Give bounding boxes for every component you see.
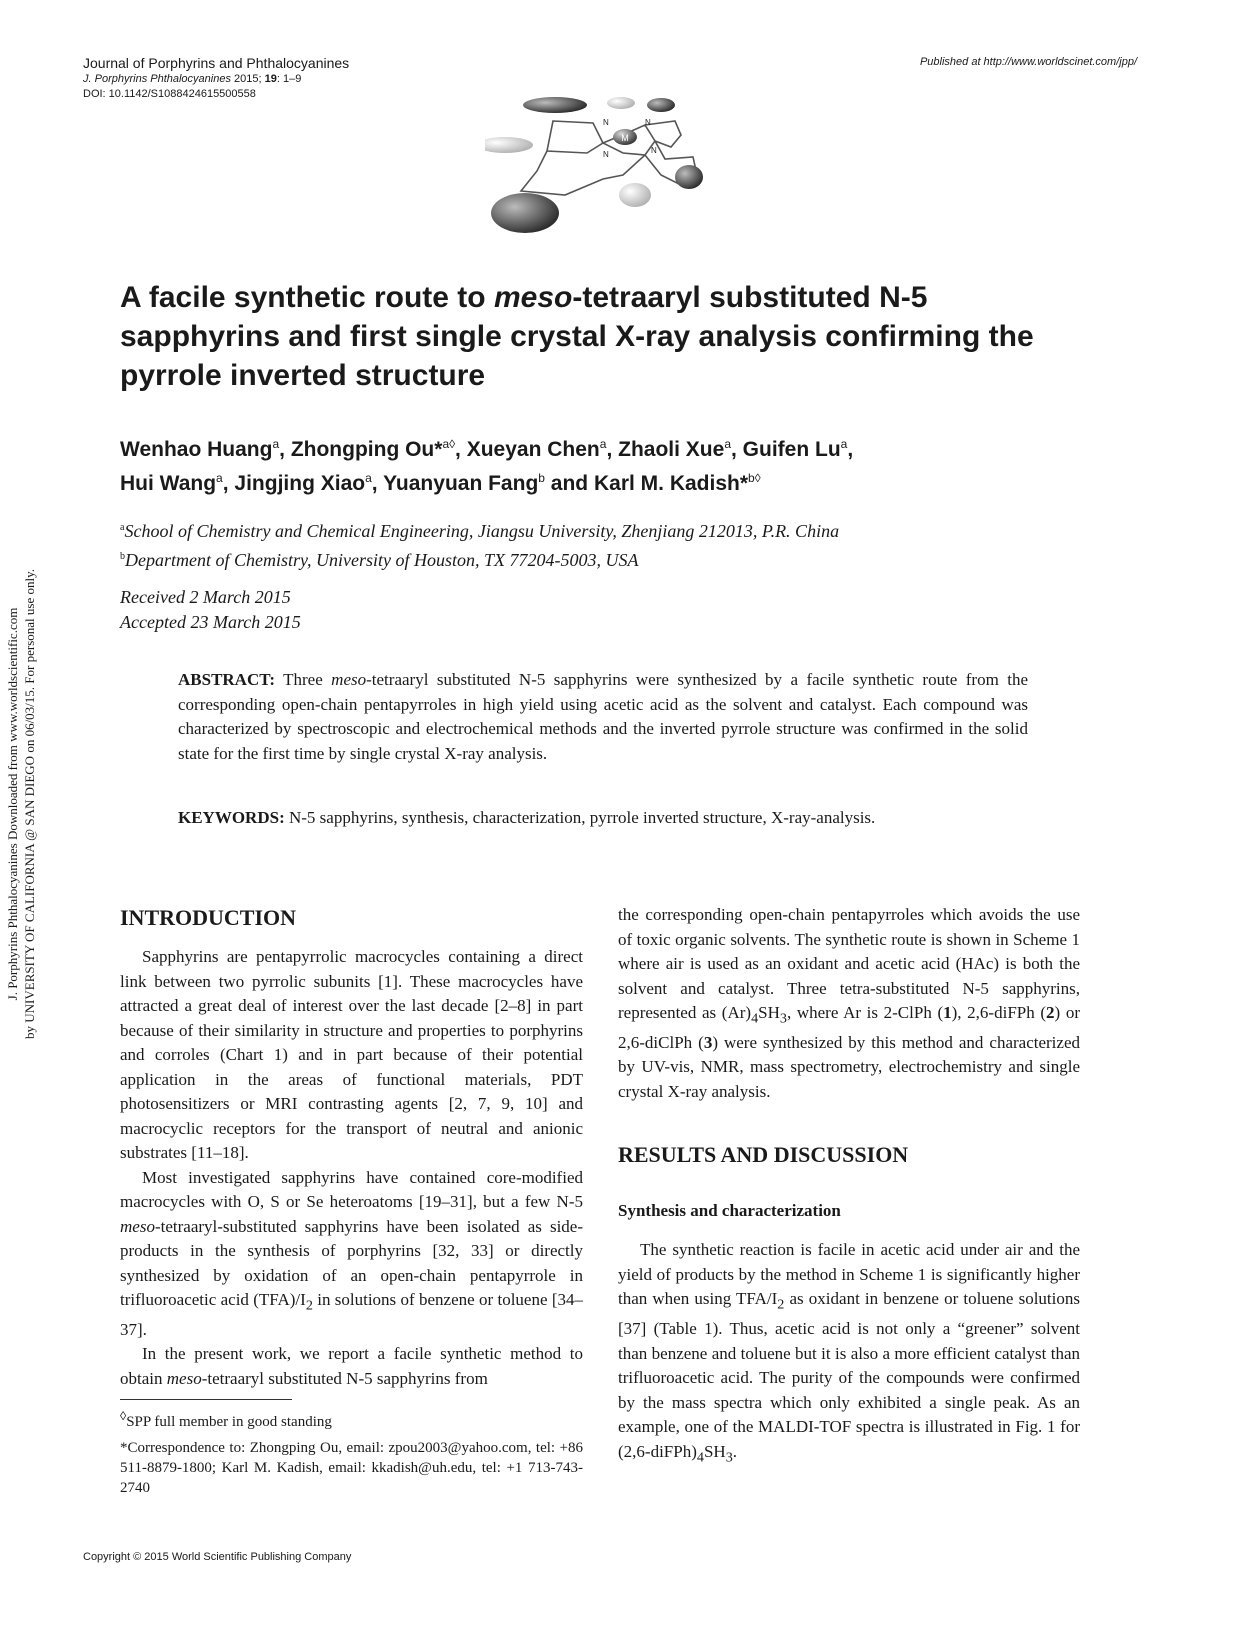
porphyrin-logo	[485, 95, 715, 245]
doi: DOI: 10.1142/S1088424615500558	[83, 88, 256, 100]
footnote: ◊SPP full member in good standing	[120, 1409, 332, 1430]
citation-volume: 19	[264, 73, 277, 85]
author: Xueyan Chen$^a$	[466, 437, 607, 461]
author: Karl M. Kadish*$^{b◊}$	[593, 471, 761, 495]
affiliation: $^b$Department of Chemistry, University of Houston, TX 77204-5003, USA	[120, 550, 639, 570]
journal-name: Journal of Porphyrins and Phthalocyanines	[83, 55, 350, 71]
keywords: KEYWORDS: N-5 sapphyrins, synthesis, characterization, pyrrole inverted structure, X-ray-analysis.	[178, 808, 876, 827]
article-dates	[120, 585, 301, 635]
author: Zhongping Ou*$^{a◊}$	[290, 437, 456, 461]
nitrogen-label: N	[645, 118, 651, 127]
nitrogen-label: N	[603, 150, 609, 159]
article-title: A facile synthetic route to meso-tetraaryl substituted N-5 sapphyrins and first single crystal X-ray analysis confirming the pyrrole inverted structure	[120, 281, 1034, 392]
download-side-note: J. Porphyrins Phthalocyanines Downloaded from www.worldscientific.com by UNIVERSITY OF CALIFORNIA @ SAN DIEGO on 06/03/15. For personal use only.	[5, 569, 37, 1039]
results-heading: RESULTS AND DISCUSSION	[618, 1142, 909, 1168]
paragraph: the corresponding open-chain pentapyrroles which avoids the use of toxic organic solvents. The synthetic route is shown in Scheme 1 where air is used as an oxidant and acetic acid (HAc) is both the solvent and catalyst. Three tetra-substituted N-5 sapphyrins, represented as $(Ar)_4SH_3$, where Ar is 2-ClPh (1), 2,6-diFPh (2) or 2,6-diClPh (3) were synthesized by this method and characterized by UV-vis, NMR, mass spectrometry, electrochemistry and single crystal X-ray analysis.	[618, 905, 1080, 1101]
published-at-link[interactable]: Published at http://www.worldscinet.com/jpp/	[919, 56, 1137, 68]
footnote-divider	[120, 1399, 292, 1400]
synthesis-heading: Synthesis and characterization	[618, 1201, 841, 1221]
abstract-label: ABSTRACT:	[178, 670, 275, 689]
citation-journal: J. Porphyrins Phthalocyanines	[83, 73, 231, 85]
author: Wenhao Huang$^a$	[120, 437, 280, 461]
citation-year: 2015;	[234, 73, 262, 85]
author: Hui Wang$^a$	[120, 471, 223, 495]
paragraph: The synthetic reaction is facile in acetic acid under air and the yield of products by the method in Scheme 1 is significantly higher than when using TFA/$I_2$ as oxidant in benzene or toluene solutions [37] (Table 1). Thus, acetic acid is not only a “greener” solvent than benzene and toluene but it is also a more efficient catalyst than trifluoroacetic acid. The purity of the compounds were confirmed by the mass spectra which only exhibited a single peak. As an example, one of the MALDI-TOF spectra is illustrated in Fig. 1 for $(2,6-diFPh)_4SH_3$.	[618, 1240, 1080, 1466]
metal-label: M	[621, 133, 629, 143]
affiliation: $^a$School of Chemistry and Chemical Engineering, Jiangsu University, Zhenjiang 212013, P.R. China	[120, 521, 840, 541]
citation-pages: : 1–9	[276, 73, 302, 85]
nitrogen-label: N	[651, 146, 657, 155]
footnotes	[120, 1406, 583, 1504]
received-date: Received 2 March 2015	[120, 587, 291, 607]
author-list: Wenhao Huang$^a$, Zhongping Ou*$^{a◊}$, Xueyan Chen$^a$, Zhaoli Xue$^a$, Guifen Lu$^a$, Hui Wang$^a$, Jingjing Xiao$^a$, Yuanyuan Fang$^b$ and Karl M. Kadish*$^{b◊}$	[120, 437, 854, 495]
accepted-date: Accepted 23 March 2015	[120, 612, 301, 632]
footnote: *Correspondence to: Zhongping Ou, email: zpou2003@yahoo.com, tel: +86 511-8879-1800; Karl M. Kadish, email: kkadish@uh.edu, tel: +1 713-743-2740	[120, 1440, 583, 1496]
author: Guifen Lu$^a$	[742, 437, 848, 461]
abstract: ABSTRACT: Three meso-tetraaryl substituted N-5 sapphyrins were synthesized by a facile synthetic route from the corresponding open-chain pentapyrroles in high yield using acetic acid as the solvent and catalyst. Each compound was characterized by spectroscopic and electrochemical methods and the inverted pyrrole structure was confirmed in the solid state for the first time by single crystal X-ray analysis.	[178, 670, 1028, 763]
keywords-label: KEYWORDS:	[178, 808, 285, 827]
left-column	[120, 905, 583, 1391]
right-column	[618, 903, 1080, 1470]
author: Zhaoli Xue$^a$	[618, 437, 731, 461]
author: Jingjing Xiao$^a$	[234, 471, 372, 495]
introduction-heading: INTRODUCTION	[120, 905, 297, 930]
nitrogen-label: N	[603, 118, 609, 127]
copyright: Copyright © 2015 World Scientific Publishing Company	[83, 1551, 352, 1563]
paragraph: In the present work, we report a facile synthetic method to obtain meso-tetraaryl substituted N-5 sapphyrins from	[120, 1344, 583, 1388]
paragraph: Most investigated sapphyrins have contained core-modified macrocycles with O, S or Se heteroatoms [19–31], but a few N-5 meso-tetraaryl-substituted sapphyrins have been isolated as side-products in the synthesis of porphyrins [32, 33] or directly synthesized by oxidation of an open-chain pentapyrrole in trifluoroacetic acid $(TFA)/I_2$ in solutions of benzene or toluene [34–37].	[120, 1167, 584, 1339]
paragraph: Sapphyrins are pentapyrrolic macrocycles containing a direct link between two pyrrolic subunits [1]. These macrocycles have attracted a great deal of interest over the last decade [2–8] in part because of their similarity in structure and properties to porphyrins and corroles (Chart 1) and in part because of their potential application in the areas of functional materials, PDT photosensitizers or MRI contrasting agents [2, 7, 9, 10] and macrocyclic receptors for the transport of neutral and anionic substrates [11–18].	[120, 947, 583, 1162]
author: Yuanyuan Fang$^b$	[383, 471, 545, 495]
journal-citation	[83, 72, 1143, 87]
affiliations	[120, 515, 1120, 573]
